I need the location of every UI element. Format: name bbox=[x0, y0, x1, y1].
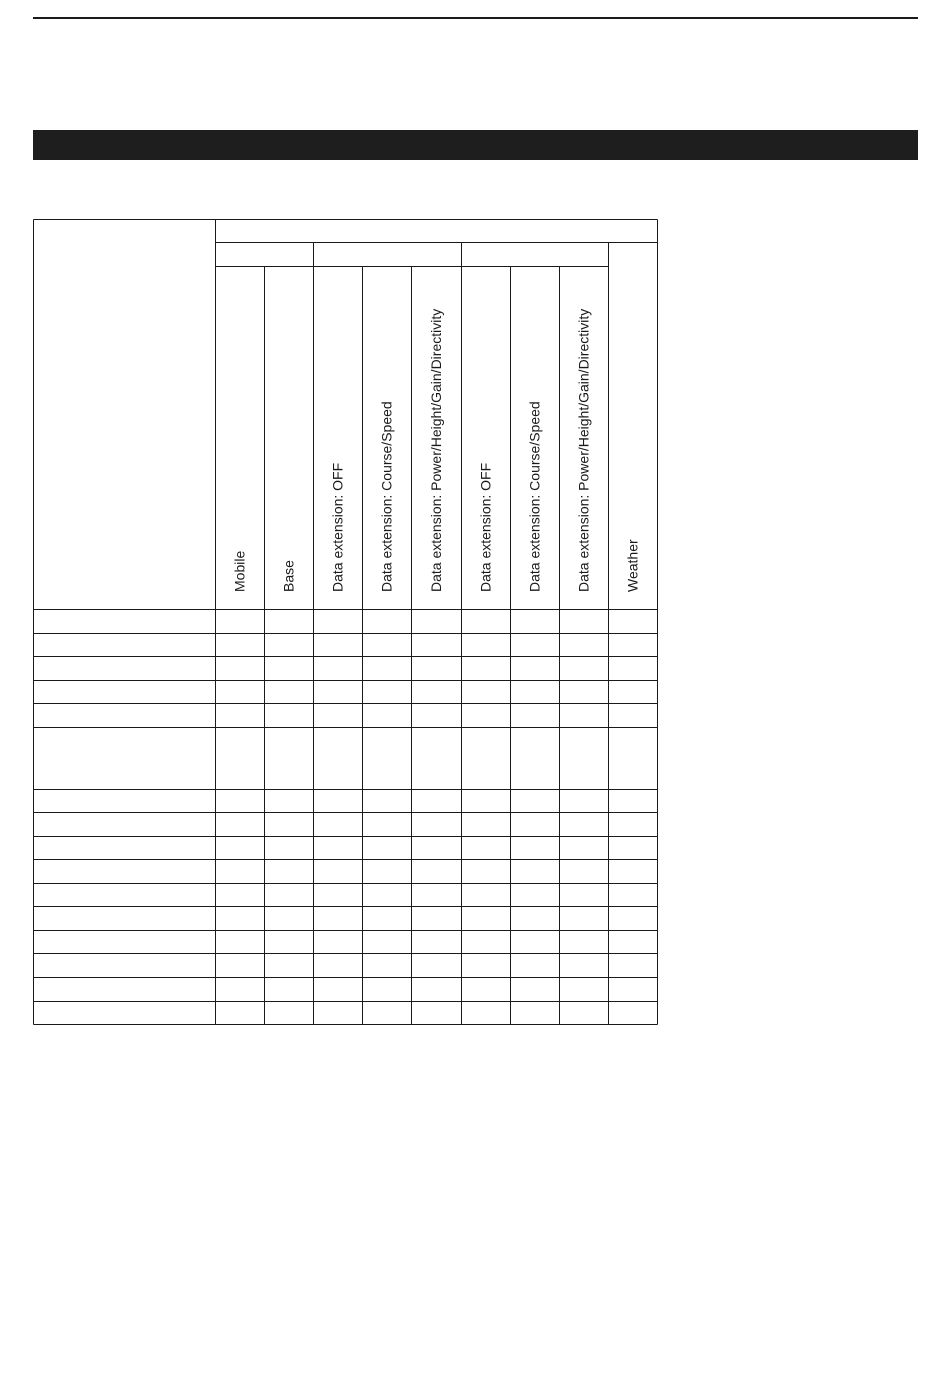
section-header-band bbox=[33, 130, 918, 160]
column-header-7: Data extension: Course/Speed bbox=[526, 401, 543, 592]
column-header-4: Data extension: Course/Speed bbox=[378, 401, 395, 592]
column-header-5: Data extension: Power/Height/Gain/Directivity bbox=[428, 308, 444, 592]
column-header-6: Data extension: OFF bbox=[477, 462, 494, 592]
top-rule bbox=[33, 17, 918, 19]
column-header-2: Base bbox=[280, 560, 297, 592]
column-header-9: Weather bbox=[624, 539, 641, 592]
column-header-8: Data extension: Power/Height/Gain/Directivity bbox=[575, 308, 592, 592]
column-header-1: Mobile bbox=[231, 550, 248, 592]
column-header-3: Data extension: OFF bbox=[329, 462, 346, 592]
settings-matrix-table bbox=[33, 219, 658, 1025]
